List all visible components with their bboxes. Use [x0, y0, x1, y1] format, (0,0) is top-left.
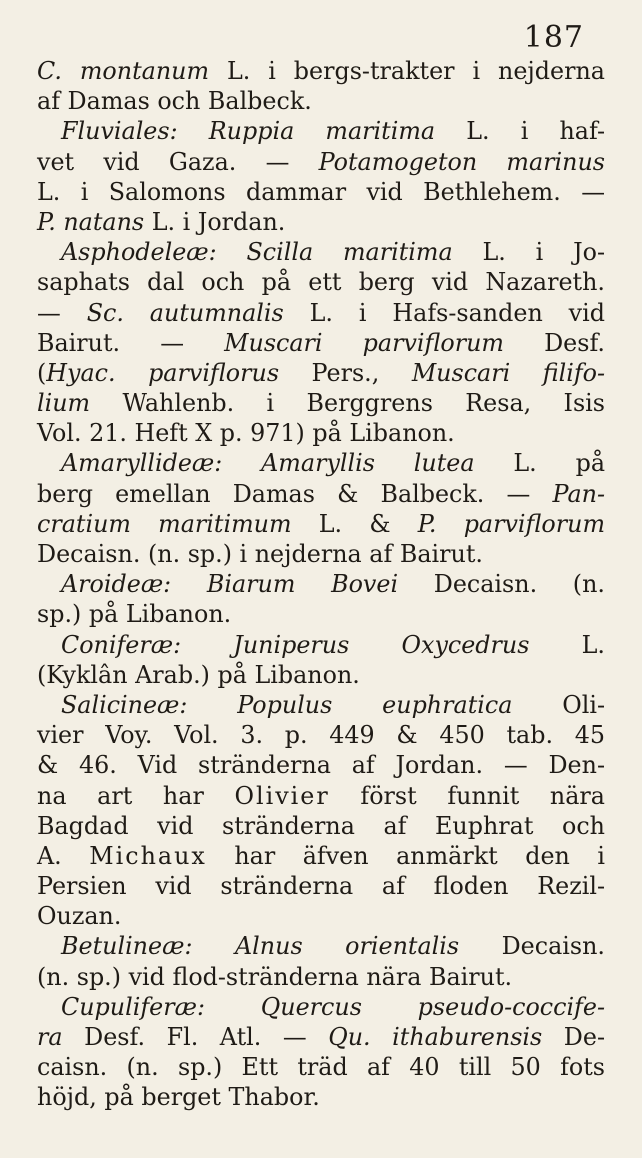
italic-text: P. parviflorum: [417, 509, 606, 538]
body-text: [37, 56, 605, 1113]
italic-text: Coniferæ: Juniperus Oxycedrus: [61, 630, 530, 659]
text-line: [37, 388, 605, 418]
italic-text: Amaryllideæ: Amaryllis lutea: [61, 449, 475, 478]
text-line: [37, 328, 605, 358]
text-segment: Bagdad vid stränderna af Euphrat och: [37, 811, 605, 840]
text-line: [37, 448, 605, 478]
spaced-name: Michaux: [89, 841, 207, 870]
text-segment: L. &: [291, 509, 418, 538]
italic-text: Qu. ithaburensis: [328, 1023, 543, 1051]
text-line: [37, 901, 605, 931]
text-segment: (n. sp.) vid flod-stränderna nära Bairut.: [37, 962, 513, 991]
text-line: [37, 660, 605, 690]
text-line: [37, 207, 605, 237]
italic-text: P. natans: [37, 207, 145, 236]
text-line: [37, 931, 605, 961]
text-segment: & 46. Vid stränderna af Jordan. — Den-: [37, 751, 605, 780]
text-segment: höjd, på berget Thabor.: [37, 1083, 320, 1112]
text-segment: vier Voy. Vol. 3. p. 449 & 450 tab. 45: [37, 721, 605, 750]
text-segment: Decaisn. (n.: [398, 570, 605, 599]
text-line: [37, 539, 605, 569]
text-segment: na art har: [37, 781, 235, 810]
text-segment: Wahlenb. i Berggrens Resa, Isis: [90, 389, 605, 418]
text-segment: Desf. Fl. Atl. —: [62, 1023, 329, 1051]
text-segment: Pers.,: [279, 358, 412, 387]
italic-text: Aroideæ: Biarum Bovei: [61, 570, 399, 599]
text-line: [37, 962, 605, 992]
text-segment: Ouzan.: [37, 902, 122, 931]
text-line: [37, 720, 605, 750]
italic-text: lium: [37, 389, 91, 418]
text-line: [37, 298, 605, 328]
text-segment: (Kyklân Arab.) på Libanon.: [37, 660, 360, 689]
text-line: [37, 177, 605, 207]
text-line: [37, 811, 605, 841]
italic-text: Salicineæ: Populus euphratica: [61, 690, 513, 719]
text-line: [37, 56, 605, 86]
text-segment: (: [37, 358, 47, 387]
text-segment: sp.) på Libanon.: [37, 600, 232, 629]
text-line: [37, 750, 605, 780]
text-line: [37, 86, 605, 116]
text-line: [37, 116, 605, 146]
text-segment: vet vid Gaza. —: [37, 147, 319, 176]
text-segment: har äfven anmärkt den i: [206, 841, 605, 870]
text-segment: L. i Hafs-sanden vid: [283, 298, 605, 327]
text-line: [37, 690, 605, 720]
text-line: [37, 479, 605, 509]
text-line: [37, 418, 605, 448]
italic-text: Asphodeleæ: Scilla maritima: [61, 238, 453, 267]
text-line: [37, 630, 605, 660]
text-segment: först funnit nära: [329, 781, 605, 810]
text-line: [37, 871, 605, 901]
italic-text: cratium maritimum: [37, 509, 292, 538]
text-segment: Decaisn. (n. sp.) i nejderna af Bairut.: [37, 540, 483, 568]
text-segment: caisn. (n. sp.) Ett träd af 40 till 50 fots: [37, 1053, 605, 1082]
text-segment: Decaisn.: [459, 932, 605, 961]
text-segment: L. i bergs-trakter i nejderna: [209, 57, 605, 85]
text-line: [37, 599, 605, 629]
spaced-name: Olivier: [234, 781, 330, 810]
italic-text: Hyac. parviflorus: [46, 358, 280, 387]
italic-text: Muscari filifo-: [411, 358, 605, 387]
italic-text: C. montanum: [37, 57, 210, 85]
italic-text: Betulineæ: Alnus orientalis: [61, 932, 460, 961]
text-segment: Oli-: [512, 690, 605, 719]
text-segment: Vol. 21. Heft X p. 971) på Libanon.: [37, 419, 455, 448]
italic-text: Cupuliferæ: Quercus pseudo-coccife-: [61, 992, 605, 1021]
text-segment: A.: [37, 841, 90, 870]
text-segment: Desf.: [503, 328, 605, 357]
text-segment: af Damas och Balbeck.: [37, 87, 312, 116]
text-line: [37, 781, 605, 811]
text-segment: saphats dal och på ett berg vid Nazareth.: [37, 268, 605, 297]
text-segment: L. i Jo-: [452, 238, 605, 267]
text-segment: L. i haf-: [435, 117, 605, 146]
italic-text: Sc. autumnalis: [86, 298, 284, 327]
italic-text: Potamogeton marinus: [318, 147, 605, 176]
text-segment: De-: [542, 1023, 605, 1051]
text-line: [37, 509, 605, 539]
text-line: [37, 147, 605, 177]
text-segment: Persien vid stränderna af floden Rezil-: [37, 872, 605, 901]
text-segment: —: [37, 298, 87, 327]
text-line: [37, 267, 605, 297]
text-segment: berg emellan Damas & Balbeck. —: [37, 479, 553, 508]
page-number: 187: [523, 20, 584, 55]
text-line: [37, 1022, 605, 1052]
italic-text: Fluviales: Ruppia maritima: [61, 117, 436, 146]
text-segment: L. på: [474, 449, 606, 478]
italic-text: Muscari parviflorum: [224, 328, 504, 357]
text-line: [37, 569, 605, 599]
text-line: [37, 1052, 605, 1082]
italic-text: ra: [37, 1023, 63, 1051]
text-segment: Bairut. —: [37, 328, 225, 357]
text-segment: L. i Salomons dammar vid Bethlehem. —: [37, 177, 605, 206]
text-line: [37, 1082, 605, 1112]
text-line: [37, 841, 605, 871]
text-line: [37, 358, 605, 388]
text-segment: L. i Jordan.: [144, 207, 286, 236]
text-segment: L.: [529, 630, 605, 659]
text-line: [37, 237, 605, 267]
italic-text: Pan-: [552, 479, 605, 508]
text-line: [37, 992, 605, 1022]
